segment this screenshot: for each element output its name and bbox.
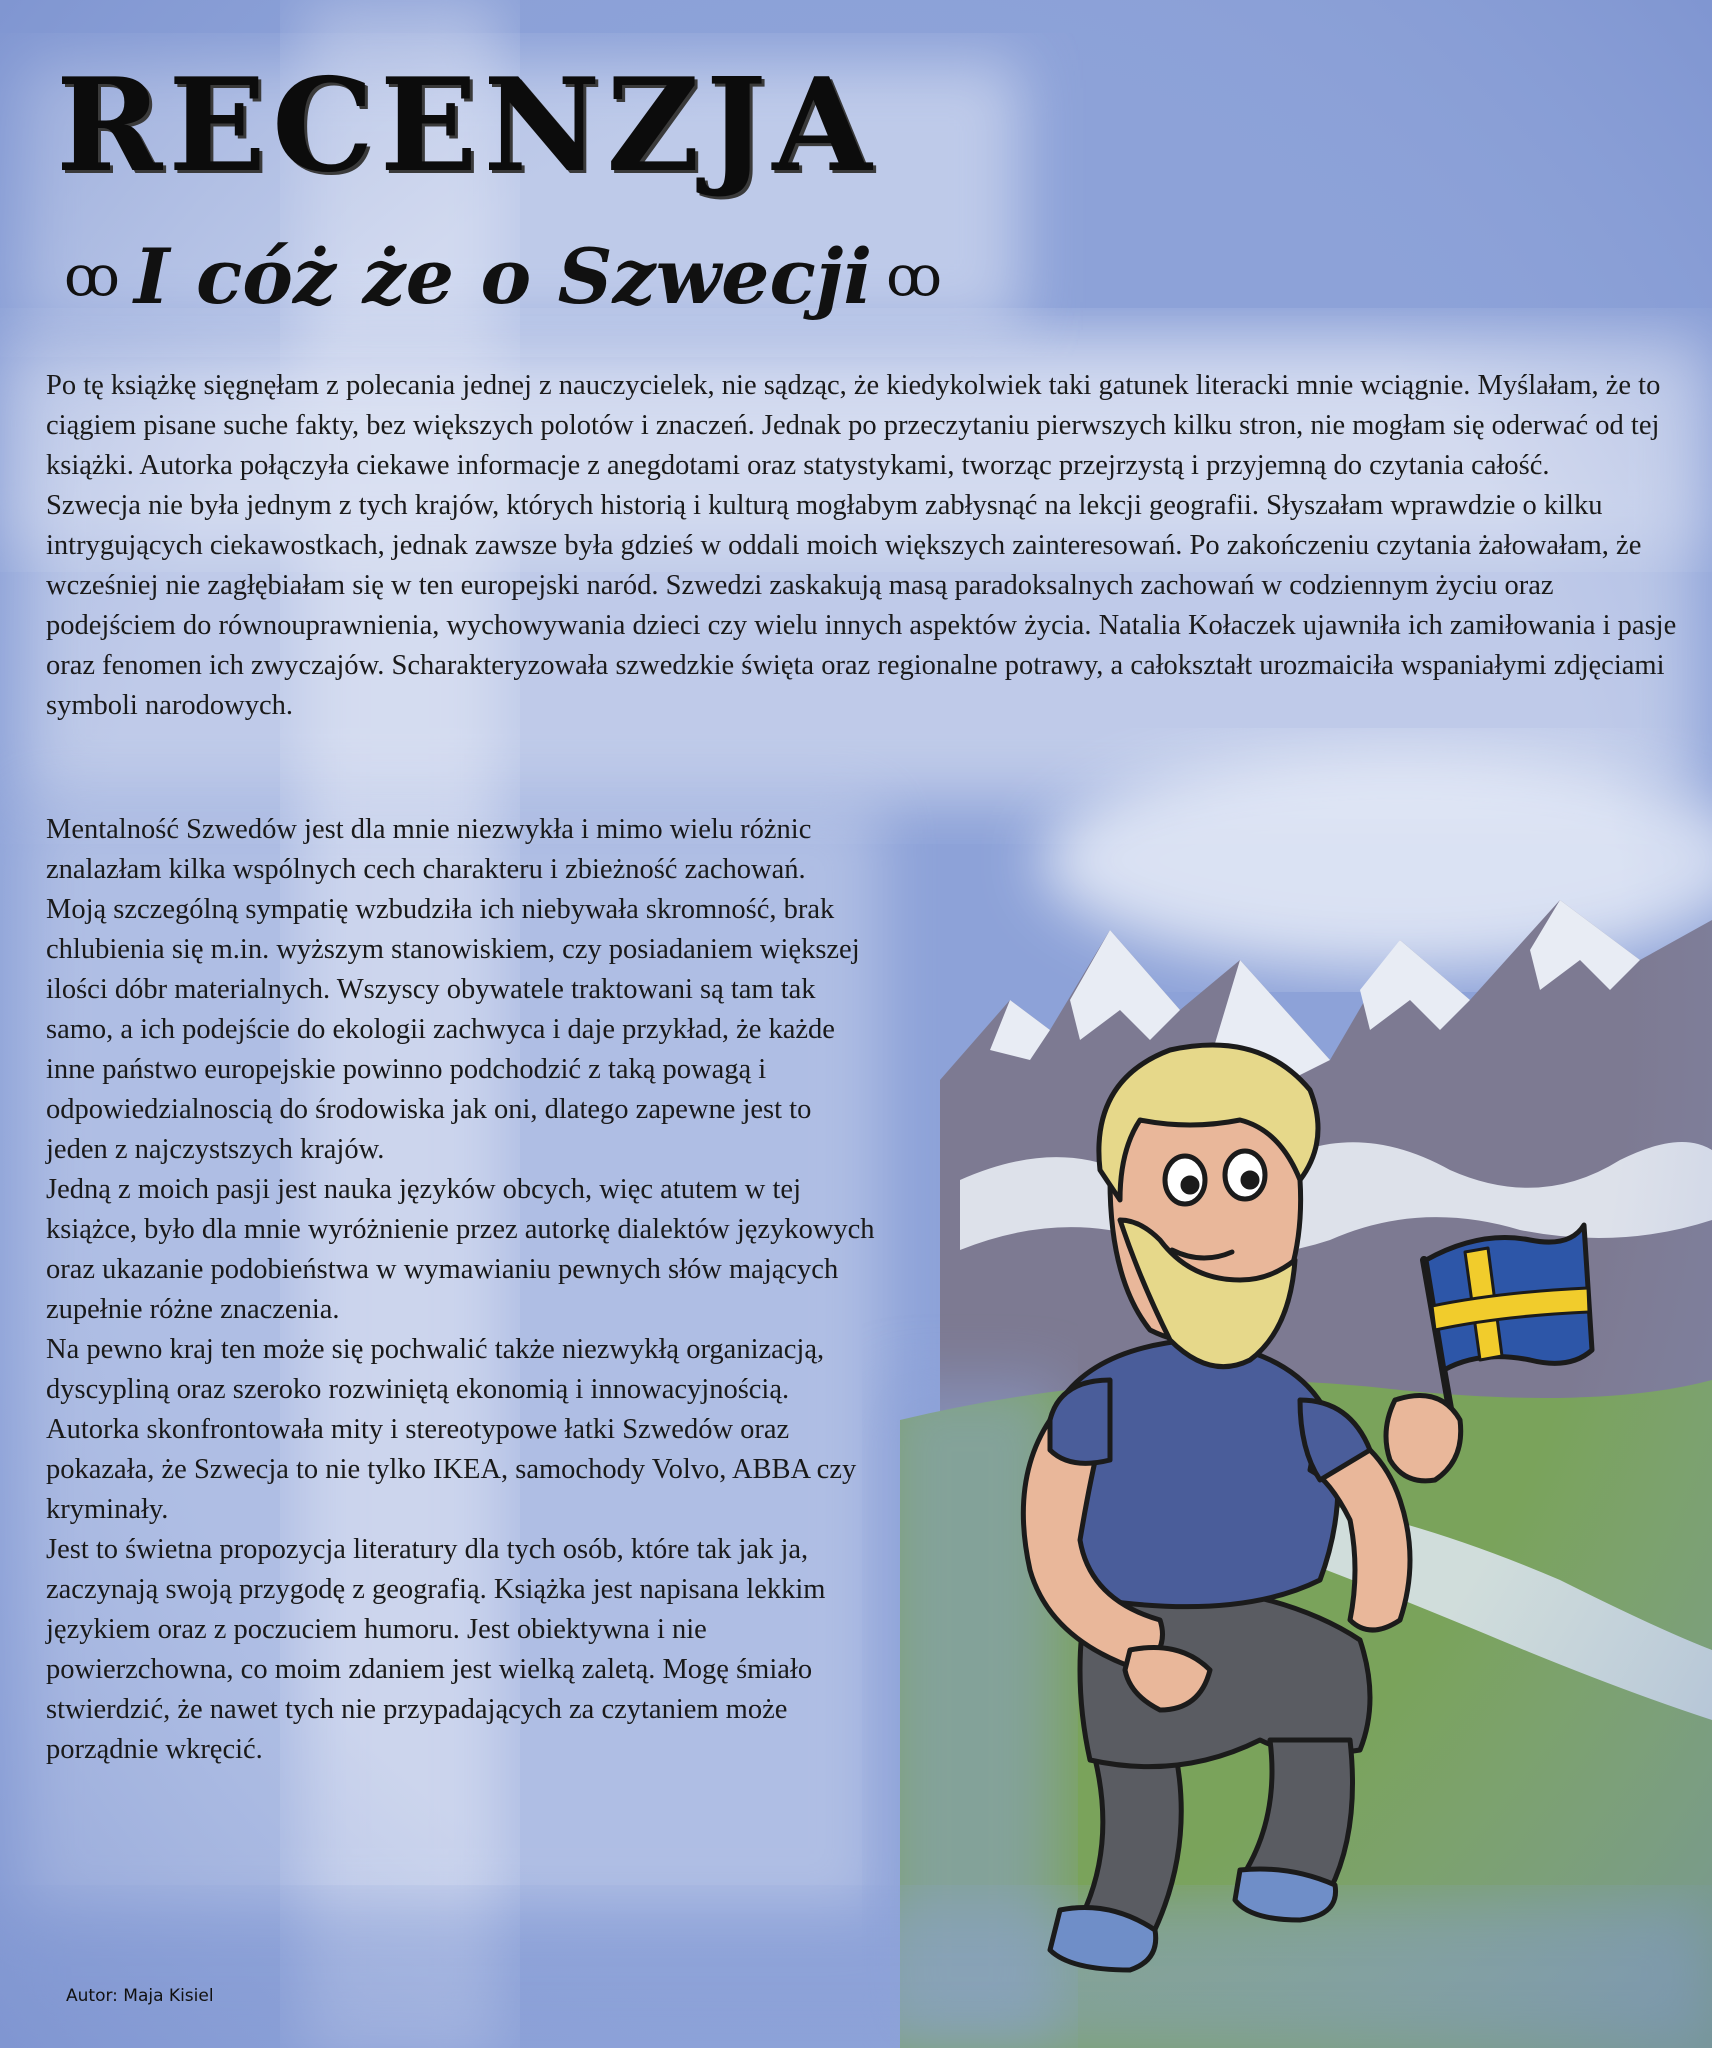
intro-text bbox=[46, 366, 1686, 726]
subtitle-row bbox=[64, 232, 942, 322]
paragraph: Moją szczególną sympatię wzbudziła ich niebywała skromność, brak chlubienia się m.in. wyższym stanowiskiem, czy posiadaniem większej ilości dóbr materialnych. Wszyscy obywatele traktowani są tam tak samo, a ich podejście do ekologii zachwyca i daje przykład, że każde inne państwo europejskie powinno podchodzić z taką powagą i odpowiedzialnoscią do środowiska jak oni, dlatego zapewne jest to jeden z najczystszych krajów. bbox=[46, 894, 860, 1165]
viking-illustration bbox=[940, 880, 1620, 1980]
swedish-flag-icon bbox=[1426, 1225, 1592, 1370]
paragraph: Po tę książkę sięgnęłam z polecania jednej z nauczycielek, nie sądząc, że kiedykolwiek taki gatunek literacki mnie wciągnie. Myślałam, że to ciągiem pisane suche fakty, bez większych polotów i znaczeń. Jednak po przeczytaniu pierwszych kilku stron, nie mogłam się oderwać od tej książki. Autorka połączyła ciekawe informacje z anegdotami oraz statystykami, tworząc przejrzystą i przyjemną do czytania całość. bbox=[46, 370, 1661, 481]
paragraph: Szwecja nie była jednym z tych krajów, których historią i kulturą mogłabym zabłysnąć na lekcji geografii. Słyszałam wprawdzie o kilku intrygujących ciekawostkach, jednak zawsze była gdzieś w oddali moich większych zainteresowań. Po zakończeniu czytania żałowałam, że wcześniej nie zagłębiałam się w ten europejski naród. Szwedzi zaskakują masą paradoksalnych zachowań w codziennym życiu oraz podejściem do równouprawnienia, wychowywania dzieci czy wielu innych aspektów życia. Natalia Kołaczek ujawniła ich zamiłowania i pasje oraz fenomen ich zwyczajów. Scharakteryzowała szwedzkie święta oraz regionalne potrawy, a całokształt urozmaiciła wspaniałymi zdjęciami symboli narodowych. bbox=[46, 490, 1677, 721]
page-title: RECENZJA bbox=[56, 51, 878, 201]
paragraph: Jedną z moich pasji jest nauka języków obcych, więc atutem w tej książce, było dla mnie wyróżnienie przez autorkę dialektów językowych oraz ukazanie podobieństwa w wymawianiu pewnych słów mających zupełnie różne znaczenia. bbox=[46, 1174, 875, 1325]
paragraph: Mentalność Szwedów jest dla mnie niezwykła i mimo wielu różnic znalazłam kilka wspólnych cech charakteru i zbieżność zachowań. bbox=[46, 814, 812, 885]
main-column-text bbox=[46, 810, 876, 1770]
paragraph: Jest to świetna propozycja literatury dla tych osób, które tak jak ja, zaczynają swoją przygodę z geografią. Książka jest napisana lekkim językiem oraz z poczuciem humoru. Jest obiektywna i nie powierzchowna, co moim zdaniem jest wielką zaletą. Mogę śmiało stwierdzić, że nawet tych nie przypadających za czytaniem może porządnie wkręcić. bbox=[46, 1534, 826, 1765]
swirl-ornament-icon: ꝏ bbox=[64, 244, 120, 309]
subtitle: I cóż że o Szwecji bbox=[133, 232, 873, 321]
swirl-ornament-icon: ꝏ bbox=[886, 244, 943, 309]
paragraph: Na pewno kraj ten może się pochwalić także niezwykłą organizacją, dyscypliną oraz szeroko rozwiniętą ekonomią i innowacyjnością. Autorka skonfrontowała mity i stereotypowe łatki Szwedów oraz pokazała, że Szwecja to nie tylko IKEA, samochody Volvo, ABBA czy kryminały. bbox=[46, 1334, 857, 1525]
author-credit: Autor: Maja Kisiel bbox=[66, 1986, 214, 2006]
